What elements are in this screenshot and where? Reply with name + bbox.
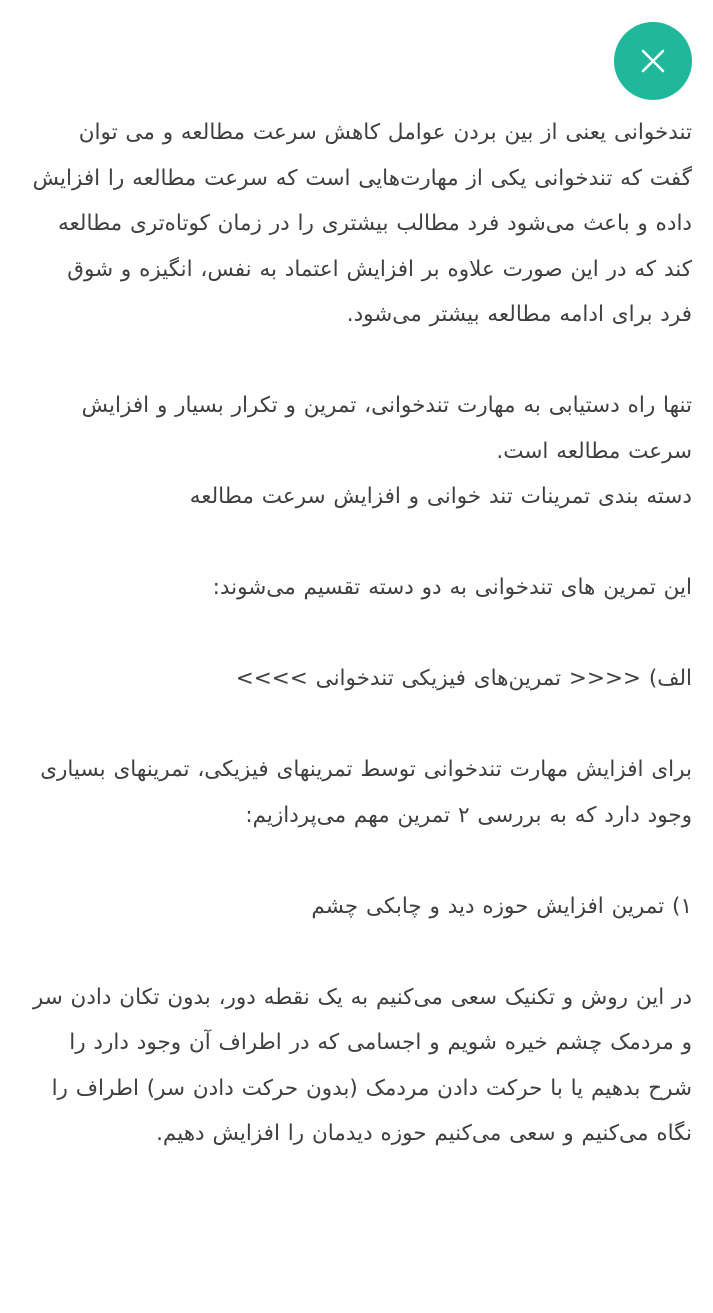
paragraph-practice: تنها راه دستیابی به مهارت تندخوانی، تمرین و تکرار بسیار و افزایش سرعت مطالعه است. [81, 393, 692, 464]
heading-categories: دسته بندی تمرینات تند خوانی و افزایش سرعت مطالعه [189, 484, 692, 509]
close-icon [640, 48, 666, 74]
heading-physical-exercises: الف) <<<< تمرین‌های فیزیکی تندخوانی >>>> [235, 666, 692, 691]
heading-exercise-1: ۱) تمرین افزایش حوزه دید و چابکی چشم [311, 893, 692, 919]
paragraph-division: این تمرین های تندخوانی به دو دسته تقسیم می‌شوند: [212, 575, 692, 600]
paragraph-exercise-1: در این روش و تکنیک سعی می‌کنیم به یک نقطه دور، بدون تکان دادن سر و مردمک چشم خیره شویم و اجسامی که در اطراف آن وجود دارد را شرح بدهیم یا با حرکت دادن مردمک (بدون حرکت دادن سر) اطراف را نگاه می‌کنیم و سعی می‌کنیم حوزه دیدمان را افزایش دهیم. [32, 984, 692, 1146]
paragraph-physical-intro: برای افزایش مهارت تندخوانی توسط تمرینهای فیزیکی، تمرینهای بسیاری وجود دارد که به بررسی ۲ تمرین مهم می‌پردازیم: [40, 757, 692, 828]
paragraph-intro: تندخوانی یعنی از بین بردن عوامل کاهش سرعت مطالعه و می توان گفت که تندخوانی یکی از مهارت‌هایی است که سرعت مطالعه را افزایش داده و باعث می‌شود فرد مطالب بیشتری را در زمان کوتاه‌تری مطالعه کند که در این صورت علاوه بر افزایش اعتماد به نفس، انگیزه و شوق فرد برای ادامه مطالعه بیشتر می‌شود. [32, 120, 692, 327]
close-button[interactable] [614, 22, 692, 100]
article-body [30, 110, 692, 1157]
